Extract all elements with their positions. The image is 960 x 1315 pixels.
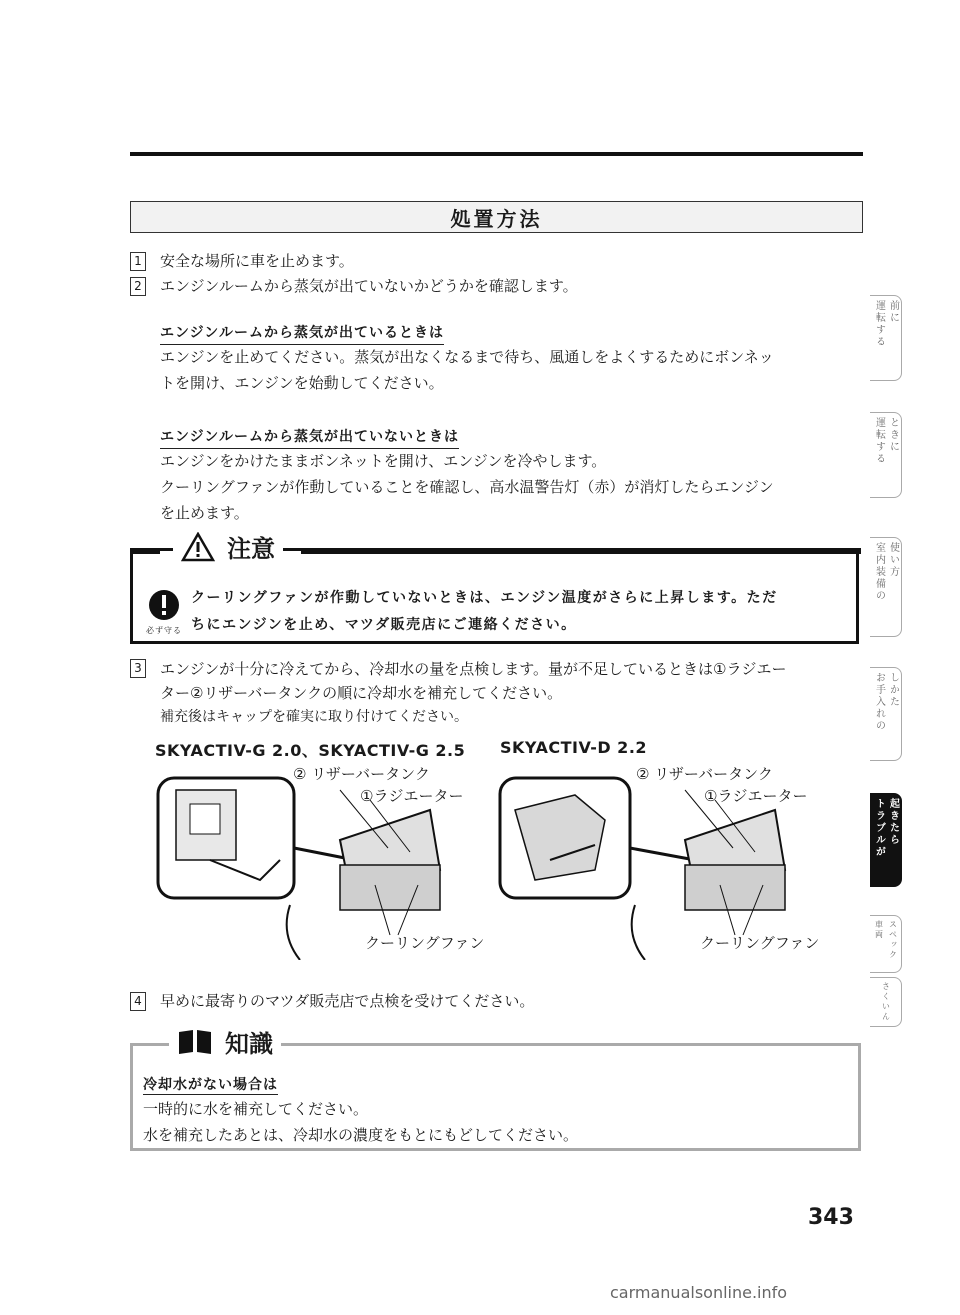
text-line: クーリングファンが作動していることを確認し、高水温警告灯（赤）が消灯したらエンジン <box>160 478 774 496</box>
open-book-icon <box>177 1028 213 1056</box>
must-follow-label: 必ず守る <box>146 626 182 635</box>
label-reservoir-right: ② リザーバータンク <box>636 765 773 783</box>
section-title: 処置方法 <box>130 201 863 233</box>
step-number: 4 <box>130 992 146 1011</box>
case-nosteam-heading: エンジンルームから蒸気が出ていないときは <box>160 426 459 449</box>
caution-box <box>130 535 859 644</box>
knowledge-subheading: 冷却水がない場合は <box>143 1074 278 1095</box>
case-nosteam-text <box>160 448 860 526</box>
step-1 <box>130 250 354 272</box>
label-fan-right: クーリングファン <box>700 934 820 952</box>
tab-label: さくいん <box>881 982 891 1022</box>
text-line: エンジンを止めてください。蒸気が出なくなるまで待ち、風通しをよくするためにボンネッ <box>160 348 774 366</box>
label-reservoir-left: ② リザーバータンク <box>293 765 430 783</box>
tab-label: 起きたら <box>887 798 899 846</box>
step-4 <box>130 990 534 1012</box>
step-text: エンジンルームから蒸気が出ていないかどうかを確認します。 <box>160 277 578 295</box>
step-number: 3 <box>130 659 146 678</box>
knowledge-header <box>169 1024 281 1059</box>
label-radiator-left: ①ラジエーター <box>360 787 464 805</box>
tab-label: 使い方 <box>887 542 899 578</box>
label-radiator-right: ①ラジエーター <box>704 787 808 805</box>
step-number: 2 <box>130 277 146 296</box>
step-2 <box>130 275 578 297</box>
text-line: ちにエンジンを止め、マツダ販売店にご連絡ください。 <box>191 617 577 633</box>
tab-label: 運転する <box>873 300 885 348</box>
text-line: エンジンが十分に冷えてから、冷却水の量を点検します。量が不足しているときは①ラジエー <box>160 660 787 678</box>
knowledge-text <box>143 1096 578 1148</box>
caution-text <box>191 585 856 639</box>
text-line: 一時的に水を補充してください。 <box>143 1100 369 1118</box>
side-tab-maintenance[interactable] <box>870 667 902 761</box>
warning-triangle-icon <box>181 532 215 562</box>
side-tab-trouble[interactable] <box>870 793 902 887</box>
exclamation-circle-icon <box>148 589 180 621</box>
tab-label: お手入れの <box>873 672 885 732</box>
tab-label: ときに <box>887 417 899 453</box>
step-3 <box>130 657 787 729</box>
watermark: carmanualsonline.info <box>610 1283 788 1302</box>
caution-bar-left <box>130 548 160 554</box>
tab-label: 車両 <box>874 920 884 940</box>
step-text: 安全な場所に車を止めます。 <box>160 252 354 270</box>
text-line: ター②リザーバータンクの順に冷却水を補充してください。 <box>160 684 563 702</box>
page-number: 343 <box>808 1205 854 1230</box>
tab-label: トラブルが <box>873 798 885 858</box>
label-fan-left: クーリングファン <box>365 934 485 952</box>
tab-label: しかた <box>887 672 899 708</box>
case-steam-text <box>160 344 860 396</box>
step-number: 1 <box>130 252 146 271</box>
text-line: エンジンをかけたままボンネットを開け、エンジンを冷やします。 <box>160 452 607 470</box>
side-tab-while-driving[interactable] <box>870 412 902 498</box>
knowledge-box <box>130 1030 861 1151</box>
side-tab-specs[interactable] <box>870 915 902 973</box>
text-line: 補充後はキャップを確実に取り付けてください。 <box>160 709 468 725</box>
tab-label: スペック <box>888 920 898 960</box>
side-tab-before-driving[interactable] <box>870 295 902 381</box>
top-rule <box>130 152 863 156</box>
tab-label: 前に <box>887 300 899 324</box>
step-text: 早めに最寄りのマツダ販売店で点検を受けてください。 <box>160 992 535 1010</box>
text-line: 水を補充したあとは、冷却水の濃度をもとにもどしてください。 <box>143 1126 579 1144</box>
tab-label: 運転する <box>873 417 885 465</box>
text-line: を止めます。 <box>160 504 249 522</box>
text-line: クーリングファンが作動していないときは、エンジン温度がさらに上昇します。ただ <box>191 590 778 606</box>
must-follow-badge <box>141 589 187 636</box>
knowledge-title: 知識 <box>225 1030 273 1058</box>
caution-header <box>173 529 283 564</box>
caution-bar-right <box>301 548 861 554</box>
case-steam-heading: エンジンルームから蒸気が出ているときは <box>160 322 444 345</box>
diagram-left-title: SKYACTIV-G 2.0、SKYACTIV-G 2.5 <box>155 741 466 760</box>
side-tab-index[interactable] <box>870 977 902 1027</box>
text-line: トを開け、エンジンを始動してください。 <box>160 374 444 392</box>
diagram-right-title: SKYACTIV-D 2.2 <box>500 738 648 757</box>
caution-title: 注意 <box>227 535 275 563</box>
tab-label: 室内装備の <box>873 542 885 602</box>
side-tab-interior[interactable] <box>870 537 902 637</box>
